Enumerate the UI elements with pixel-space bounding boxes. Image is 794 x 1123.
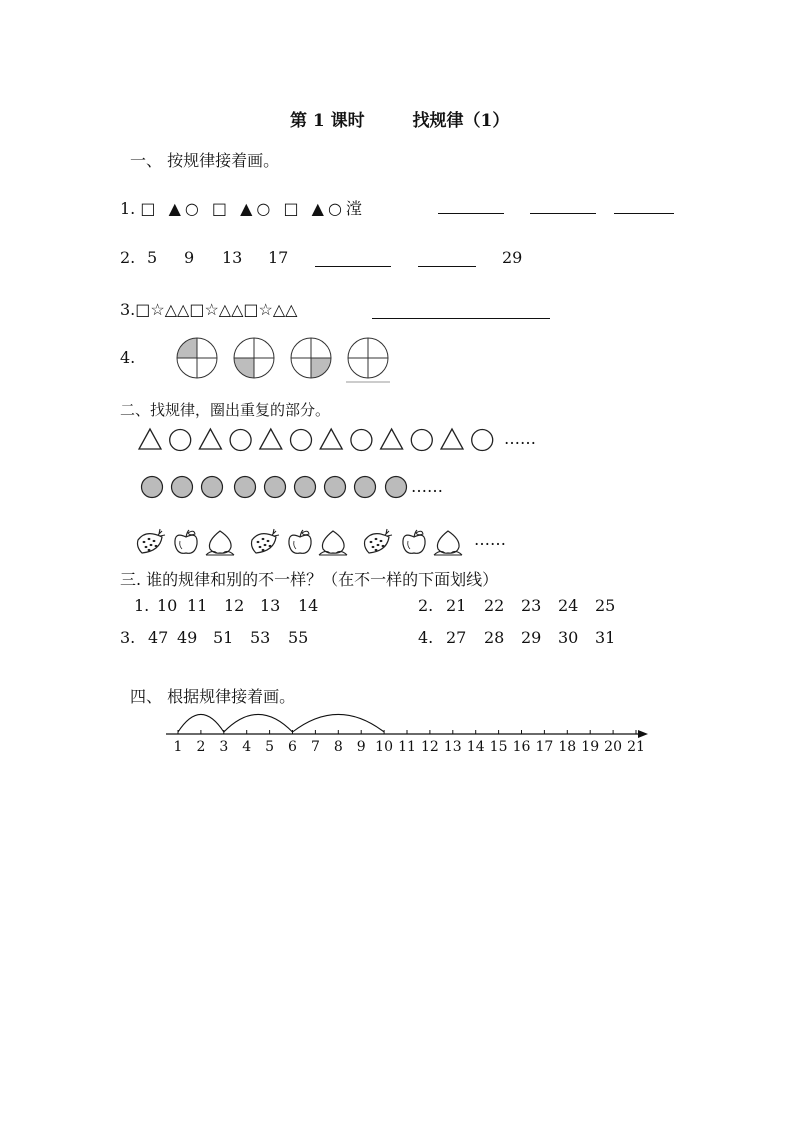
s3-item-2-value: 22 (484, 596, 505, 615)
s3-item-3-value: 49 (177, 628, 198, 647)
s3-item-1-value: 14 (298, 596, 319, 615)
apple-icon (175, 530, 197, 553)
tick-label: 3 (219, 739, 229, 755)
shapes-row-2 (138, 474, 418, 504)
gray-circle (295, 477, 316, 498)
circle-shape (411, 430, 432, 451)
gray-circle (202, 477, 223, 498)
peach-icon (206, 531, 234, 555)
circle-shape (351, 430, 372, 451)
q3-sequence: □☆△△□☆△△□☆△△ (135, 300, 298, 319)
peach-icon (434, 531, 462, 555)
q2-number: 17 (268, 248, 289, 267)
gray-circle (386, 477, 407, 498)
tick-label: 9 (356, 739, 366, 755)
fraction-circle (291, 338, 331, 378)
s3-item-1-value: 12 (224, 596, 245, 615)
tick-label: 14 (466, 739, 485, 755)
strawberry-icon (252, 529, 280, 553)
tick-label: 19 (581, 739, 600, 755)
circle-shape (472, 430, 493, 451)
section4-heading: 四、 根据规律接着画。 (130, 687, 296, 706)
s3-item-4-value: 28 (484, 628, 505, 647)
q1-row (120, 196, 366, 219)
number-line (160, 710, 660, 760)
triangle-shape (199, 429, 221, 449)
strawberry-icon (138, 529, 166, 553)
s3-item-3-value: 55 (288, 628, 309, 647)
section2-heading: 二、找规律，圈出重复的部分。 (120, 401, 331, 419)
gray-circle (235, 477, 256, 498)
lesson-label: 第 1 课时 (290, 111, 365, 131)
tick-label: 20 (604, 739, 623, 755)
circle-shape (291, 430, 312, 451)
gray-circle (142, 477, 163, 498)
s3-item-4-label: 4. (418, 628, 434, 647)
s3-item-4-value: 31 (595, 628, 616, 647)
apple-icon (289, 530, 311, 553)
s3-item-1-value: 11 (187, 596, 208, 615)
row3-ellipsis: …… (474, 530, 506, 549)
q1-blank-2[interactable] (530, 213, 596, 214)
tick-label: 5 (265, 739, 275, 755)
fraction-circle (234, 338, 274, 378)
tick-label: 16 (512, 739, 531, 755)
q2-number: 5 (147, 248, 158, 267)
q2-blank-2[interactable] (418, 266, 476, 267)
s3-item-3-label: 3. (120, 628, 136, 647)
triangle-shape (139, 429, 161, 449)
axis-arrow-icon (638, 730, 648, 738)
s3-item-3-value: 47 (148, 628, 169, 647)
tick-label: 13 (443, 739, 462, 755)
s3-item-1-value: 10 (157, 596, 178, 615)
fraction-circle (177, 338, 217, 378)
jump-arc (293, 714, 385, 732)
fruits-row (134, 526, 474, 560)
triangle-shape (260, 429, 282, 449)
s3-item-2-value: 24 (558, 596, 579, 615)
section3-heading: 三. 谁的规律和别的不一样？（在不一样的下面划线） (120, 570, 499, 589)
q1-blank-1[interactable] (438, 213, 504, 214)
triangle-shape (441, 429, 463, 449)
gray-circle (355, 477, 376, 498)
tick-label: 4 (242, 739, 252, 755)
tick-label: 1 (173, 739, 183, 755)
s3-item-4-value: 27 (446, 628, 467, 647)
tick-label: 8 (333, 739, 343, 755)
s3-item-4-value: 30 (558, 628, 579, 647)
jump-arc (178, 714, 224, 732)
q1-sequence: □ ▲○ □ ▲○ □ ▲○漟 (140, 199, 366, 218)
s3-item-2-value: 21 (446, 596, 467, 615)
jump-arc (224, 714, 293, 732)
shapes-row-1 (138, 426, 518, 456)
row1-ellipsis: …… (504, 429, 536, 448)
q3-row (120, 300, 297, 319)
page-title (290, 106, 509, 131)
row2-ellipsis: …… (411, 477, 443, 496)
tick-label: 2 (196, 739, 206, 755)
tick-label: 10 (375, 739, 394, 755)
q4-label: 4. (120, 348, 136, 367)
s3-item-3-value: 53 (250, 628, 271, 647)
q3-label: 3. (120, 300, 136, 319)
triangle-shape (381, 429, 403, 449)
fraction-circle (346, 338, 390, 382)
gray-circle (325, 477, 346, 498)
section1-heading: 一、 按规律接着画。 (130, 151, 280, 170)
tick-label: 11 (398, 739, 416, 755)
s3-item-3-value: 51 (213, 628, 234, 647)
tick-label: 15 (489, 739, 508, 755)
gray-circle (172, 477, 193, 498)
s3-item-2-label: 2. (418, 596, 434, 615)
strawberry-icon (365, 529, 393, 553)
s3-item-1-value: 13 (260, 596, 281, 615)
s3-item-2-value: 23 (521, 596, 542, 615)
tick-label: 18 (558, 739, 577, 755)
q2-last-number: 29 (502, 248, 523, 267)
tick-label: 17 (535, 739, 554, 755)
apple-icon (403, 530, 425, 553)
q2-number: 13 (222, 248, 243, 267)
s3-item-2-value: 25 (595, 596, 616, 615)
q1-label: 1. (120, 199, 136, 218)
q2-blank-1[interactable] (315, 266, 391, 267)
triangle-shape (320, 429, 342, 449)
q1-blank-3[interactable] (614, 213, 674, 214)
tick-label: 7 (310, 739, 320, 755)
tick-label: 6 (288, 739, 297, 755)
tick-label: 12 (420, 739, 439, 755)
topic-label: 找规律（1） (412, 111, 510, 131)
q2-label: 2. (120, 248, 136, 267)
q3-blank[interactable] (372, 318, 550, 319)
q2-number: 9 (184, 248, 195, 267)
gray-circle (265, 477, 286, 498)
circle-shape (230, 430, 251, 451)
peach-icon (319, 531, 347, 555)
circle-shape (170, 430, 191, 451)
s3-item-4-value: 29 (521, 628, 542, 647)
s3-item-1-label: 1. (134, 596, 150, 615)
q4-fraction-circles (170, 334, 410, 384)
tick-label: 21 (627, 739, 645, 755)
